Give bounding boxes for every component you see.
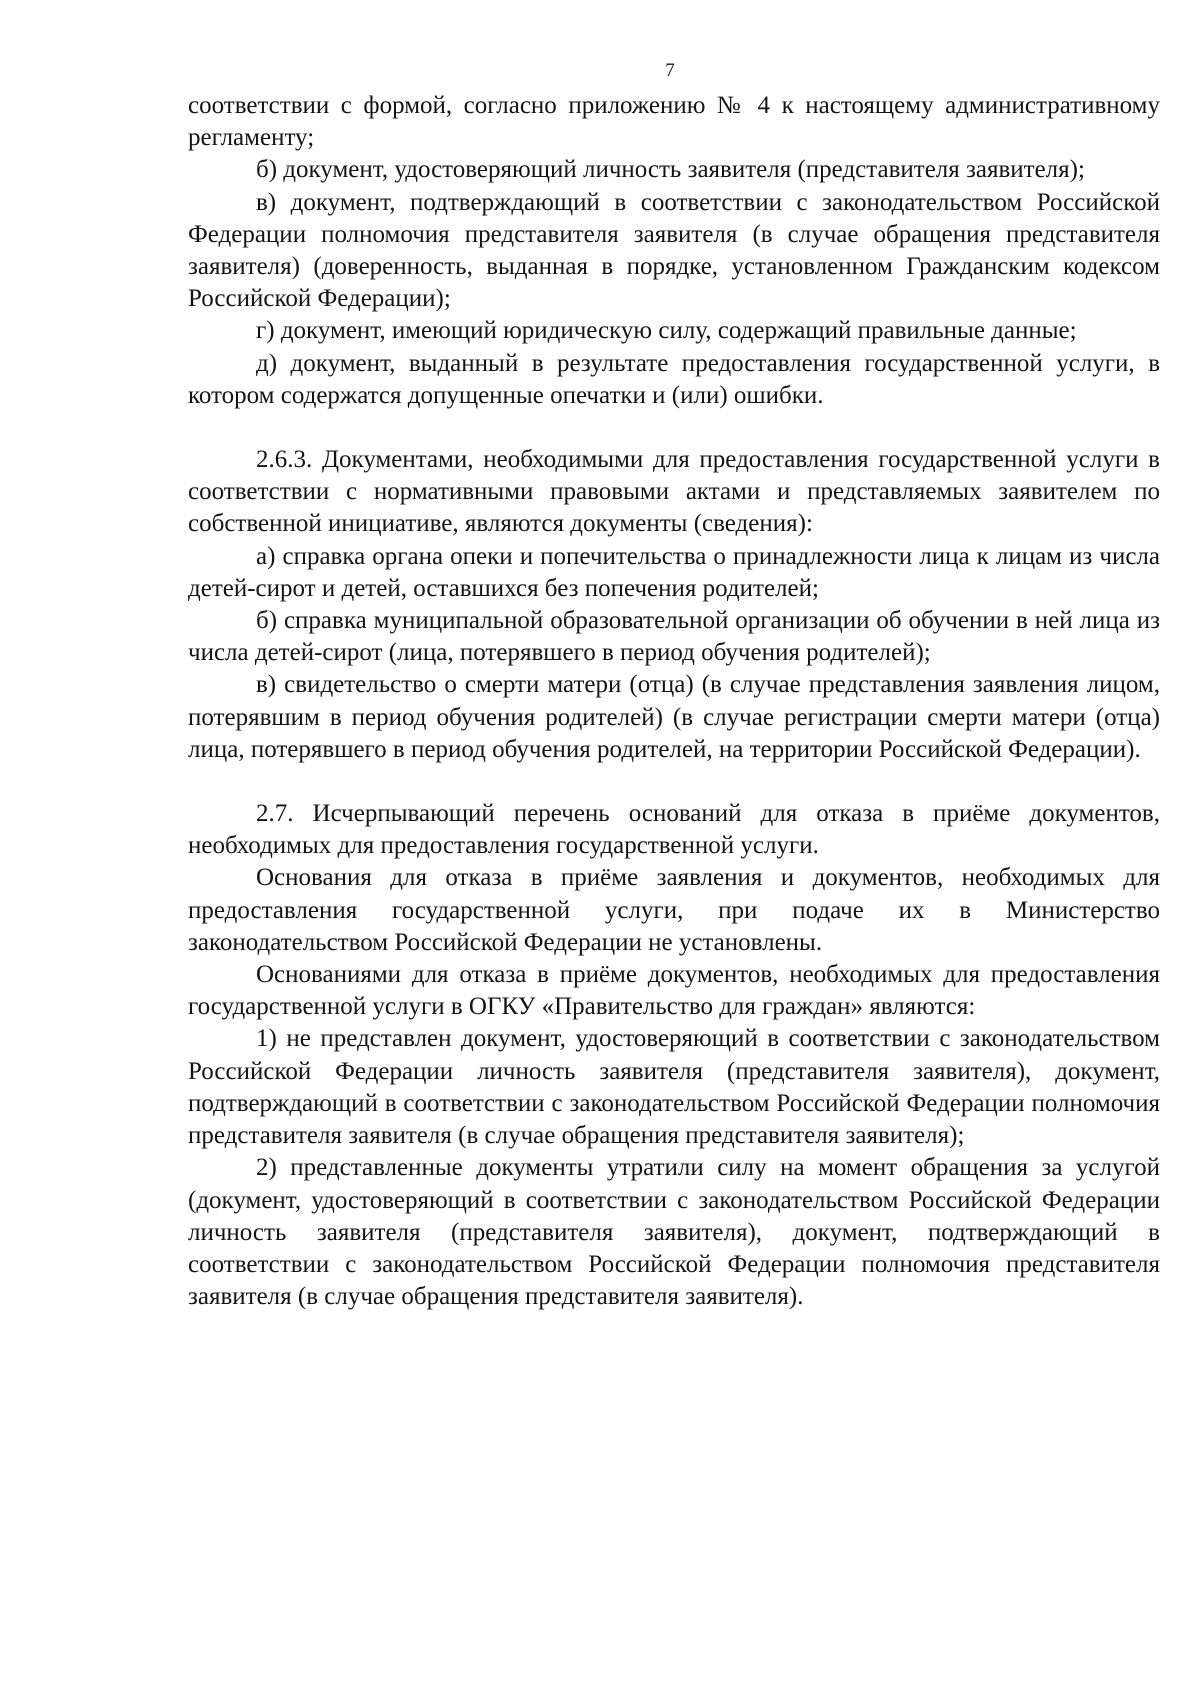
page-number: 7 [665, 60, 675, 81]
list-item-b-identity-document: б) документ, удостоверяющий личность заявителя (представителя заявителя); [256, 156, 1085, 184]
list-item-g-legal-document: г) документ, имеющий юридическую силу, содержащий правильные данные; [256, 317, 1077, 345]
document-body [188, 90, 1160, 1313]
paragraph-ogku-grounds: Основаниями для отказа в приёме документов, необходимых для предоставления государственной услуги в ОГКУ «Правительство для граждан» являются: [188, 961, 1160, 1021]
section-2-6-3-heading: 2.6.3. Документами, необходимыми для предоставления государственной услуги в соответствии с нормативными правовыми актами и представляемых заявителем по собственной инициативе, являются документы (сведения): [188, 446, 1160, 538]
paragraph-spacer [188, 766, 1160, 798]
list-item-1-document-not-provided: 1) не представлен документ, удостоверяющий в соответствии с законодательством Российской Федерации личность заявителя (представителя заявителя), документ, подтверждающий в соответствии с законодательством Российской Федерации полномочия представителя заявителя (в случае обращения представителя заявителя); [188, 1025, 1160, 1150]
paragraph-ministry-grounds: Основания для отказа в приёме заявления и документов, необходимых для предоставления государственной услуги, при подаче их в Министерство законодательством Российской Федерации не установлены. [188, 864, 1160, 956]
list-item-v-death-certificate: в) свидетельство о смерти матери (отца) (в случае представления заявления лицом, потерявшим в период обучения родителей) (в случае регистрации смерти матери (отца) лица, потерявшего в период обучения родителей, на территории Российской Федерации). [188, 671, 1160, 763]
list-item-a-guardianship-certificate: а) справка органа опеки и попечительства о принадлежности лица к лицам из числа детей-сирот и детей, оставшихся без попечения родителей; [188, 542, 1160, 602]
section-2-7-heading: 2.7. Исчерпывающий перечень оснований для отказа в приёме документов, необходимых для предоставления государственной услуги. [188, 800, 1160, 860]
list-item-b-education-certificate: б) справка муниципальной образовательной организации об обучении в ней лица из числа детей-сирот (лица, потерявшего в период обучения родителей); [188, 607, 1160, 667]
list-item-2-documents-expired: 2) представленные документы утратили силу на момент обращения за услугой (документ, удостоверяющий в соответствии с законодательством Российской Федерации личность заявителя (представителя заявителя), документ, подтверждающий в соответствии с законодательством Российской Федерации полномочия представителя заявителя (в случае обращения представителя заявителя). [188, 1154, 1160, 1311]
list-item-d-issued-document: д) документ, выданный в результате предоставления государственной услуги, в котором содержатся допущенные опечатки и (или) ошибки. [188, 349, 1160, 409]
paragraph-spacer [188, 412, 1160, 444]
paragraph-regulation-form: соответствии с формой, согласно приложению № 4 к настоящему административному регламенту; [188, 92, 1160, 152]
list-item-v-authority-document: в) документ, подтверждающий в соответствии с законодательством Российской Федерации полномочия представителя заявителя (в случае обращения представителя заявителя) (доверенность, выданная в порядке, установленном Гражданским кодексом Российской Федерации); [188, 188, 1160, 313]
